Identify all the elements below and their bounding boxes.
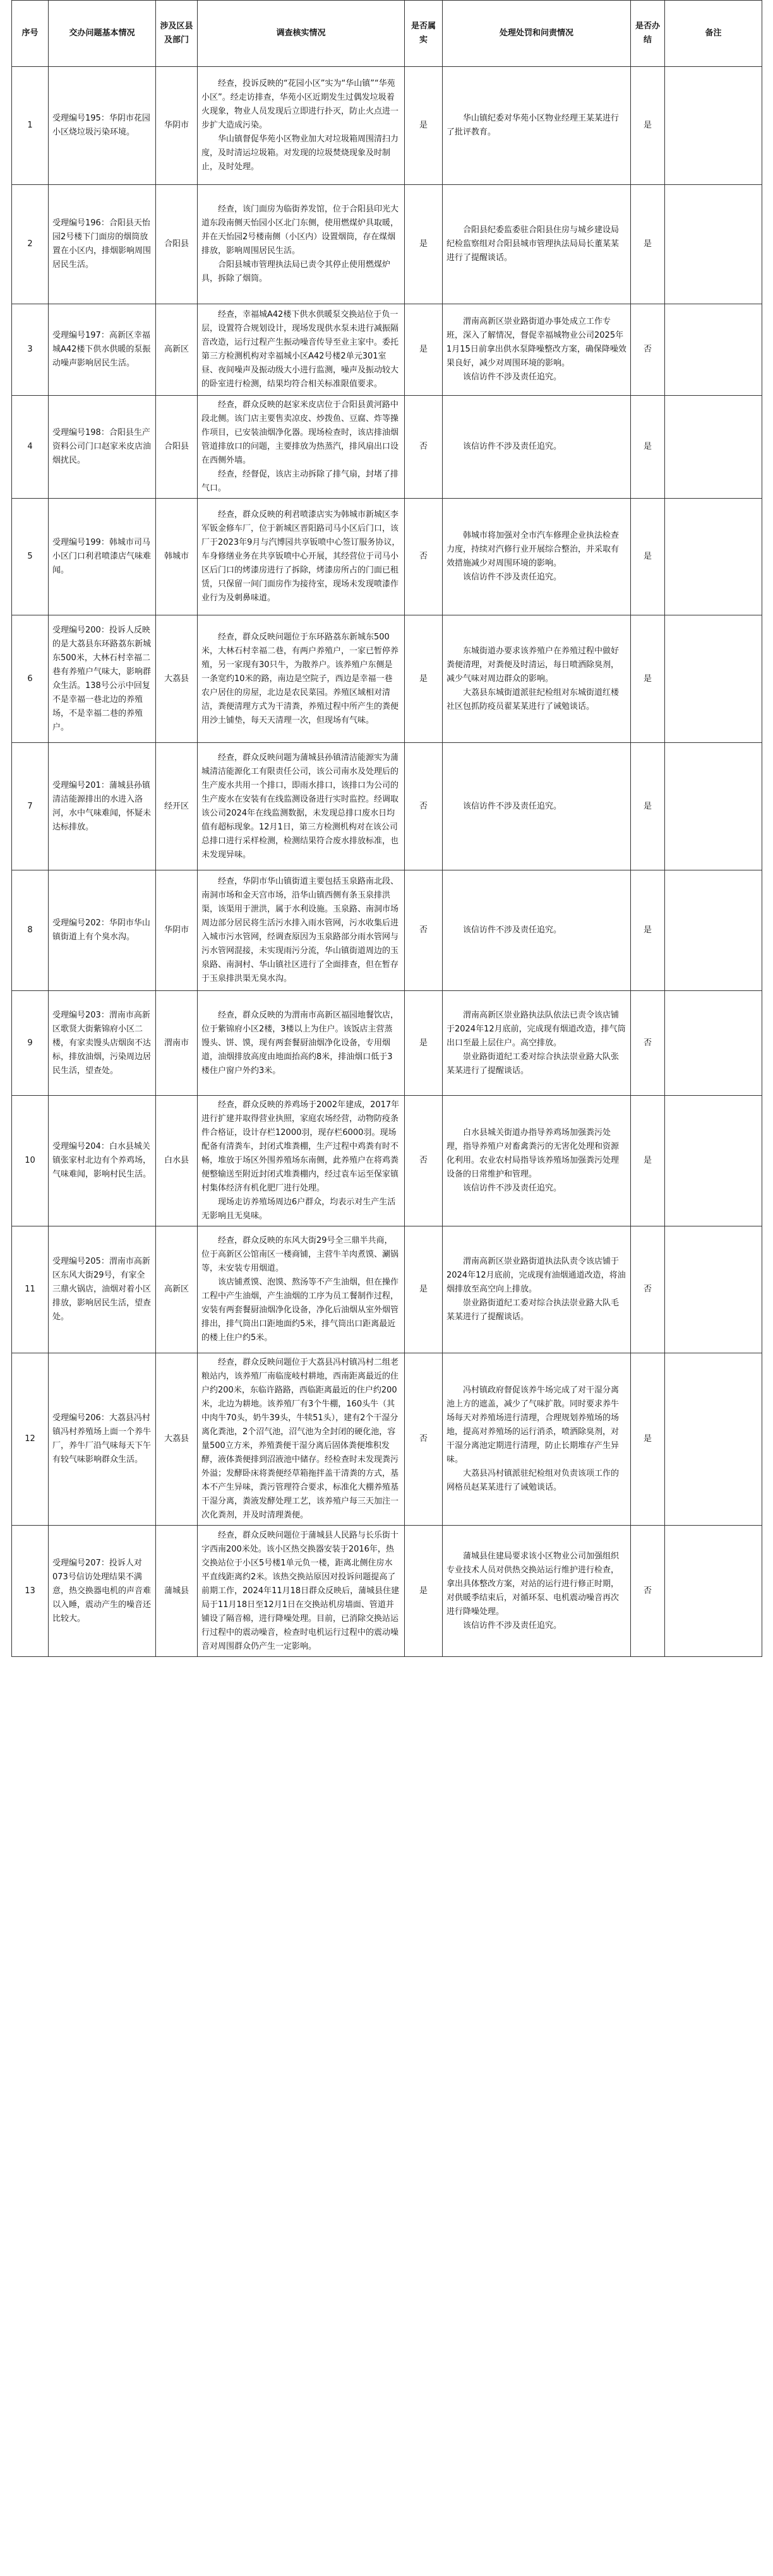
- table-row: [12, 499, 762, 615]
- row-done: 是: [631, 396, 665, 499]
- row-true: 是: [405, 1226, 443, 1353]
- row-true: 否: [405, 396, 443, 499]
- petition-report-sheet: [11, 0, 762, 1657]
- row-dept: 华阴市: [156, 870, 198, 991]
- row-dept: 合阳县: [156, 396, 198, 499]
- row-issue: 受理编号197：高新区幸福城A42楼下供水供暖的泵振动噪声影响居民生活。: [49, 304, 156, 396]
- row-true: 是: [405, 991, 443, 1096]
- row-dept: 韩城市: [156, 499, 198, 615]
- row-investigation: 经查，群众反映的赵家米皮店位于合阳县黄河路中段北侧。该门店主要售卖凉皮、炒拨鱼、豆腐、炸等操作项目，已安装油烟净化器。现场检查时，该店排油烟管道排放口的问题，主要排放为热蒸汽，排风扇出口设在西侧外墙。 经查，经督促，该店主动拆除了排气扇，封堵了排气口。: [198, 396, 405, 499]
- row-dept: 渭南市: [156, 991, 198, 1096]
- row-issue: 受理编号196：合阳县天怡园2号楼下门面房的烟筒放置在小区内，排烟影响周围居民生活。: [49, 185, 156, 304]
- table-row: [12, 743, 762, 870]
- row-issue: 受理编号203：渭南市高新区歌贤大街紫锦府小区二楼，有家卖馒头店烟囱不达标，排放油烟，污染周边居民生活，望查处。: [49, 991, 156, 1096]
- table-row: [12, 304, 762, 396]
- row-investigation: 经查，华阴市华山镇街道主要包括玉泉路南北段、南洞市场和金天宫市场，沿华山镇西侧有条玉泉排洪渠，该渠用于泄洪，属于水利设施。玉泉路、南洞市场周边部分居民将生活污水排入雨水管网，污水收集后进入城市污水管网，经调查原因为玉泉路部分雨水管网与污水管网混接，未实现雨污分流，华山镇街道周边的玉泉路、南洞村、华山镇社区进行了全面排查，但在暂存于玉泉排洪渠无臭水沟。: [198, 870, 405, 991]
- row-true: 是: [405, 67, 443, 185]
- row-dept: 合阳县: [156, 185, 198, 304]
- row-handling: 渭南高新区崇业路执法队依法已责令该店铺于2024年12月底前，完成现有烟道改造，排气筒出口至最上层住户。高空排放。 崇业路街道纪工委对综合执法崇业路大队张某某进行了提醒谈话。: [443, 991, 631, 1096]
- row-true: 否: [405, 743, 443, 870]
- row-note: [665, 304, 762, 396]
- row-investigation: 经查，投诉反映的“花园小区”实为“华山镇”“华苑小区”。经走访排查，华苑小区近期发生过偶发垃圾着火现象，物业人员发现后立即进行扑灭，防止火点进一步扩大造成污染。 华山镇督促华苑小区物业加大对垃圾箱周围清扫力度，及时清运垃圾箱。对发现的垃圾焚烧现象及时制止，及时处理。: [198, 67, 405, 185]
- row-done: 是: [631, 615, 665, 743]
- table-row: [12, 1096, 762, 1226]
- row-issue: 受理编号199：韩城市司马小区门口利君喷漆店气味难闻。: [49, 499, 156, 615]
- row-dept: 经开区: [156, 743, 198, 870]
- row-note: [665, 615, 762, 743]
- table-row: [12, 185, 762, 304]
- row-handling: 白水县城关街道办指导养鸡场加强粪污处理，指导养殖户对畜禽粪污的无害化处理和资源化利用。农业农村局指导该养殖场加强粪污处理设备的日常维护和管理。 该信访件不涉及责任追究。: [443, 1096, 631, 1226]
- row-dept: 华阴市: [156, 67, 198, 185]
- row-dept: 高新区: [156, 304, 198, 396]
- row-true: 否: [405, 870, 443, 991]
- row-done: 是: [631, 1353, 665, 1526]
- row-done: 是: [631, 870, 665, 991]
- row-issue: 受理编号206：大荔县冯村镇冯村养殖场上面一个养牛厂，养牛厂沿气味每天下午有较气味影响群众生活。: [49, 1353, 156, 1526]
- table-row: [12, 67, 762, 185]
- row-handling: 冯村镇政府督促该养牛场完成了对干湿分离池上方的遮盖，减少了气味扩散。同时要求养牛场每天对养殖场进行清理，合理规划养殖场的场地，提高对养殖场的运行消杀，喷洒除臭剂，对干湿分离池定期进行清理，防止长期堆存产生异味。 大荔县冯村镇派驻纪检组对负责该项工作的网格员赵某某进行了诫勉谈话。: [443, 1353, 631, 1526]
- row-no: 3: [12, 304, 49, 396]
- row-true: 否: [405, 1096, 443, 1226]
- row-no: 2: [12, 185, 49, 304]
- row-no: 12: [12, 1353, 49, 1526]
- row-issue: 受理编号198：合阳县生产资料公司门口赵家米皮店油烟扰民。: [49, 396, 156, 499]
- row-done: 否: [631, 304, 665, 396]
- row-done: 否: [631, 991, 665, 1096]
- row-issue: 受理编号207：投诉人对073号信访处理结果不满意，热交换器电机的声音难以入睡，震动产生的噪音还比较大。: [49, 1526, 156, 1657]
- header-true: 是否属实: [405, 1, 443, 67]
- row-note: [665, 1353, 762, 1526]
- row-handling: 华山镇纪委对华苑小区物业经理王某某进行了批评教育。: [443, 67, 631, 185]
- row-note: [665, 991, 762, 1096]
- row-dept: 大荔县: [156, 1353, 198, 1526]
- row-dept: 蒲城县: [156, 1526, 198, 1657]
- row-investigation: 经查，群众反映问题位于大荔县冯村镇冯村二组老粮站内，该养殖厂南临庞岐村耕地，西南距离最近的住户约200米，东临许路路，西临距离最近的住户约200米，北边为耕地。该养殖厂有3个牛棚，160头牛（其中肉牛70头，奶牛39头，牛犊51头），建有2个干湿分离化粪池，2个沼气池，沼气池为全封闭的硬化池，容量500立方米，养殖粪便干湿分离后固体粪便堆积发酵，液体粪便排到沼液池中储存。经检查时未发现粪污外溢；发酵卧床将粪便经草箱拖拌盖干清粪的方式，基本不产生异味，粪污管理符合要求，标准化大棚养殖基干湿分离，粪液发酵处理工艺，该养殖户每三天加注一次化粪剂，并及时清理粪便。: [198, 1353, 405, 1526]
- row-handling: 该信访件不涉及责任追究。: [443, 396, 631, 499]
- row-no: 1: [12, 67, 49, 185]
- row-done: 否: [631, 1226, 665, 1353]
- header-handling: 处理处罚和问责情况: [443, 1, 631, 67]
- header-issue: 交办问题基本情况: [49, 1, 156, 67]
- row-issue: 受理编号202：华阴市华山镇街道上有个臭水沟。: [49, 870, 156, 991]
- row-investigation: 经查，群众反映的利君喷漆店实为韩城市新城区李军钣金修车厂，位于新城区晋阳路司马小区后门口，该厂于2023年9月与汽博园共享钣喷中心签订服务协议，车身修缮业务在共享钣喷中心开展，其经营位于司马小区后门口的烤漆房进行了拆除，烤漆房所占的门面已租赁，只保留一间门面房作为接待室，现场未发现喷漆作业行为及刺鼻味道。: [198, 499, 405, 615]
- row-dept: 白水县: [156, 1096, 198, 1226]
- table-row: [12, 1526, 762, 1657]
- row-handling: 该信访件不涉及责任追究。: [443, 870, 631, 991]
- row-true: 是: [405, 615, 443, 743]
- header-note: 备注: [665, 1, 762, 67]
- row-no: 6: [12, 615, 49, 743]
- row-issue: 受理编号205：渭南市高新区东风大街29号，有家全三鼎火锅店，油烟对着小区排放，影响居民生活，望查处。: [49, 1226, 156, 1353]
- table-row: [12, 1226, 762, 1353]
- row-note: [665, 499, 762, 615]
- row-handling: 渭南高新区崇业路街道办事处成立工作专班，深入了解情况，督促幸福城物业公司2025年1月15日前拿出供水泵降噪整改方案，确保降噪效果良好，减少对周围环境的影响。 该信访件不涉及责任追究。: [443, 304, 631, 396]
- row-done: 是: [631, 185, 665, 304]
- table-row: [12, 396, 762, 499]
- row-no: 9: [12, 991, 49, 1096]
- header-done: 是否办结: [631, 1, 665, 67]
- table-row: [12, 1353, 762, 1526]
- row-dept: 大荔县: [156, 615, 198, 743]
- header-no: 序号: [12, 1, 49, 67]
- row-no: 7: [12, 743, 49, 870]
- row-note: [665, 1096, 762, 1226]
- row-issue: 受理编号200：投诉人反映的是大荔县东环路荔东新城东500米，大林石村幸福二巷有养殖户气味大，影响群众生活。138号公示中回复不是幸福一巷北边的养殖场，不是幸福二巷的养殖户。: [49, 615, 156, 743]
- table-row: [12, 870, 762, 991]
- row-no: 5: [12, 499, 49, 615]
- row-note: [665, 870, 762, 991]
- table-row: [12, 615, 762, 743]
- header-investigation: 调查核实情况: [198, 1, 405, 67]
- row-investigation: 经查，群众反映问题为蒲城县孙镇清洁能源实为蒲城清洁能源化工有限责任公司，该公司南水及处理后的生产废水共用一个排口，即雨水排口，该排口为公司的生产废水在安装有在线监测设备进行实时监控。经调取该公司2024年在线监测数据，未发现总排口废水日均值有超标现象。12月1日，第三方检测机构对在该公司总排口进行采样检测，检测结果符合废水排放标准，也未发现异味。: [198, 743, 405, 870]
- row-investigation: 经查，群众反映的为渭南市高新区福园地餐饮店，位于紫锦府小区2楼，3楼以上为住户。该饭店主营蒸馒头、饼、馍，现有两套餐厨油烟净化设备，专用烟道，油烟排放高度由地面抬高约8米，排油烟口低于3楼住户窗户外约3米。: [198, 991, 405, 1096]
- row-note: [665, 396, 762, 499]
- row-done: 是: [631, 499, 665, 615]
- row-no: 4: [12, 396, 49, 499]
- row-done: 是: [631, 1096, 665, 1226]
- row-investigation: 经查，群众反映的东风大街29号全三鼎半共商，位于高新区公馆南区一楼商铺，主营牛羊肉煮馍、涮锅等，未安装专用烟道。 该店铺煮馍、泡馍、熬汤等不产生油烟，但在操作工程中产生油烟，产生油烟的工序为员工餐制作过程，安装有两套餐厨油烟净化设备，净化后油烟从室外烟管排出，排气筒出口距地面约5米，排气筒出口距离最近的楼上住户约5米。: [198, 1226, 405, 1353]
- row-done: 是: [631, 67, 665, 185]
- row-issue: 受理编号201：蒲城县孙镇清洁能源排出的水进入洛河，水中气味难闻，怀疑未达标排放。: [49, 743, 156, 870]
- row-true: 是: [405, 1526, 443, 1657]
- row-investigation: 经查，群众反映问题位于东环路荔东新城东500米，大林石村幸福二巷，有两户养殖户，一家已暂停养殖，另一家现有30只牛，为散养户。该养殖户东侧是一条宽约10米的路，南边是空院子，西边是幸福一巷农户居住的房屋，北边是农民菜园。养殖区域相对清洁，粪便清理方式为干清粪，养殖过程中所产生的粪便用沙土铺垫，每天天清理一次，但现场有气味。: [198, 615, 405, 743]
- row-true: 是: [405, 304, 443, 396]
- row-handling: 蒲城县住建局要求该小区物业公司加强组织专业技术人员对供热交换站运行维护进行检查，拿出具体整改方案，对站的运行进行修正时期，对供暖季结束后，对循环泵、电机震动噪音再次进行降噪处理。 该信访件不涉及责任追究。: [443, 1526, 631, 1657]
- row-handling: 合阳县纪委监委驻合阳县住房与城乡建设局纪检监察组对合阳县城市管理执法局局长董某某进行了提醒谈话。: [443, 185, 631, 304]
- row-true: 否: [405, 499, 443, 615]
- row-handling: 韩城市将加强对全市汽车修理企业执法检查力度，持续对汽修行业开展综合整治，并采取有效措施减少对周围环境的影响。 该信访件不涉及责任追究。: [443, 499, 631, 615]
- row-no: 13: [12, 1526, 49, 1657]
- petition-table: [11, 0, 762, 1657]
- row-note: [665, 185, 762, 304]
- row-done: 否: [631, 1526, 665, 1657]
- row-handling: 东城街道办要求该养殖户在养殖过程中做好粪便清理，对粪便及时清运，每日喷洒除臭剂，减少气味对周边群众的影响。 大荔县东城街道派驻纪检组对东城街道红楼社区包抓防疫员翟某某进行了诫勉谈话。: [443, 615, 631, 743]
- row-note: [665, 1226, 762, 1353]
- header-row: [12, 1, 762, 67]
- row-done: 是: [631, 743, 665, 870]
- row-note: [665, 743, 762, 870]
- row-true: 否: [405, 1353, 443, 1526]
- row-no: 8: [12, 870, 49, 991]
- header-dept: 涉及区县及部门: [156, 1, 198, 67]
- row-investigation: 经查，群众反映的养鸡场于2002年建成，2017年进行扩建并取得营业执照，家庭农场经营，动物防疫条件合格证，设计存栏12000羽，现存栏6000羽。现场配备有清粪车，封闭式堆粪棚，生产过程中鸡粪有时不畅，堆放于场区外围养殖场东南侧，此养殖户在将鸡粪便整输送至附近封闭式堆粪棚内，经过袁车运至保家镇村集体经济有机化肥厂进行处理。 现场走访养殖场周边6户群众，均表示对生产生活无影响且无臭味。: [198, 1096, 405, 1226]
- row-note: [665, 67, 762, 185]
- row-no: 10: [12, 1096, 49, 1226]
- row-issue: 受理编号204：白水县城关镇张家村北边有个养鸡场，气味难闻，影响村民生活。: [49, 1096, 156, 1226]
- row-issue: 受理编号195：华阴市花园小区烧垃圾污染环境。: [49, 67, 156, 185]
- row-dept: 高新区: [156, 1226, 198, 1353]
- row-investigation: 经查，群众反映问题位于蒲城县人民路与长乐街十字西南200米处。该小区热交换器安装于2016年，热交换站位于小区5号楼1单元负一楼，距离北侧住房水平直线距离约2米。该热交换站原因对投诉问题提高了前期工作，2024年11月18日群众反映后，蒲城县住建局于11月18日至12月1日在交换站机房墙面、管道并铺设了隔音棉，进行降噪处理。目前，已消除交换站运行过程中的震动噪音，检查时电机运行过程中的震动噪音对周围群众仍产生一定影响。: [198, 1526, 405, 1657]
- row-true: 是: [405, 185, 443, 304]
- row-handling: 渭南高新区崇业路街道执法队责令该店铺于2024年12月底前，完成现有油烟通道改造，将油烟排放至高空向上排放。 崇业路街道纪工委对综合执法崇业路大队毛某某进行了提醒谈话。: [443, 1226, 631, 1353]
- row-no: 11: [12, 1226, 49, 1353]
- row-note: [665, 1526, 762, 1657]
- row-handling: 该信访件不涉及责任追究。: [443, 743, 631, 870]
- row-investigation: 经查，幸福城A42楼下供水供暖泵交换站位于负一层，设置符合规划设计，现场发现供水泵未进行减振隔音改造，运行过程产生振动噪音传导至业主家中。委托第三方检测机构对幸福城小区A42号楼2单元301室昼、夜间噪声及振动级大小进行监测，噪声及振动较大的卧室进行检测，结果均符合相关标准限值要求。: [198, 304, 405, 396]
- table-row: [12, 991, 762, 1096]
- row-investigation: 经查，该门面房为临街养发馆，位于合阳县印光大道东段南侧天怡园小区北门东侧，使用燃煤炉具取暖，并在天怡园2号楼南侧（小区内）设置烟筒，存在煤烟排放，影响周围居民生活。 合阳县城市管理执法局已责令其停止使用燃煤炉具，拆除了烟筒。: [198, 185, 405, 304]
